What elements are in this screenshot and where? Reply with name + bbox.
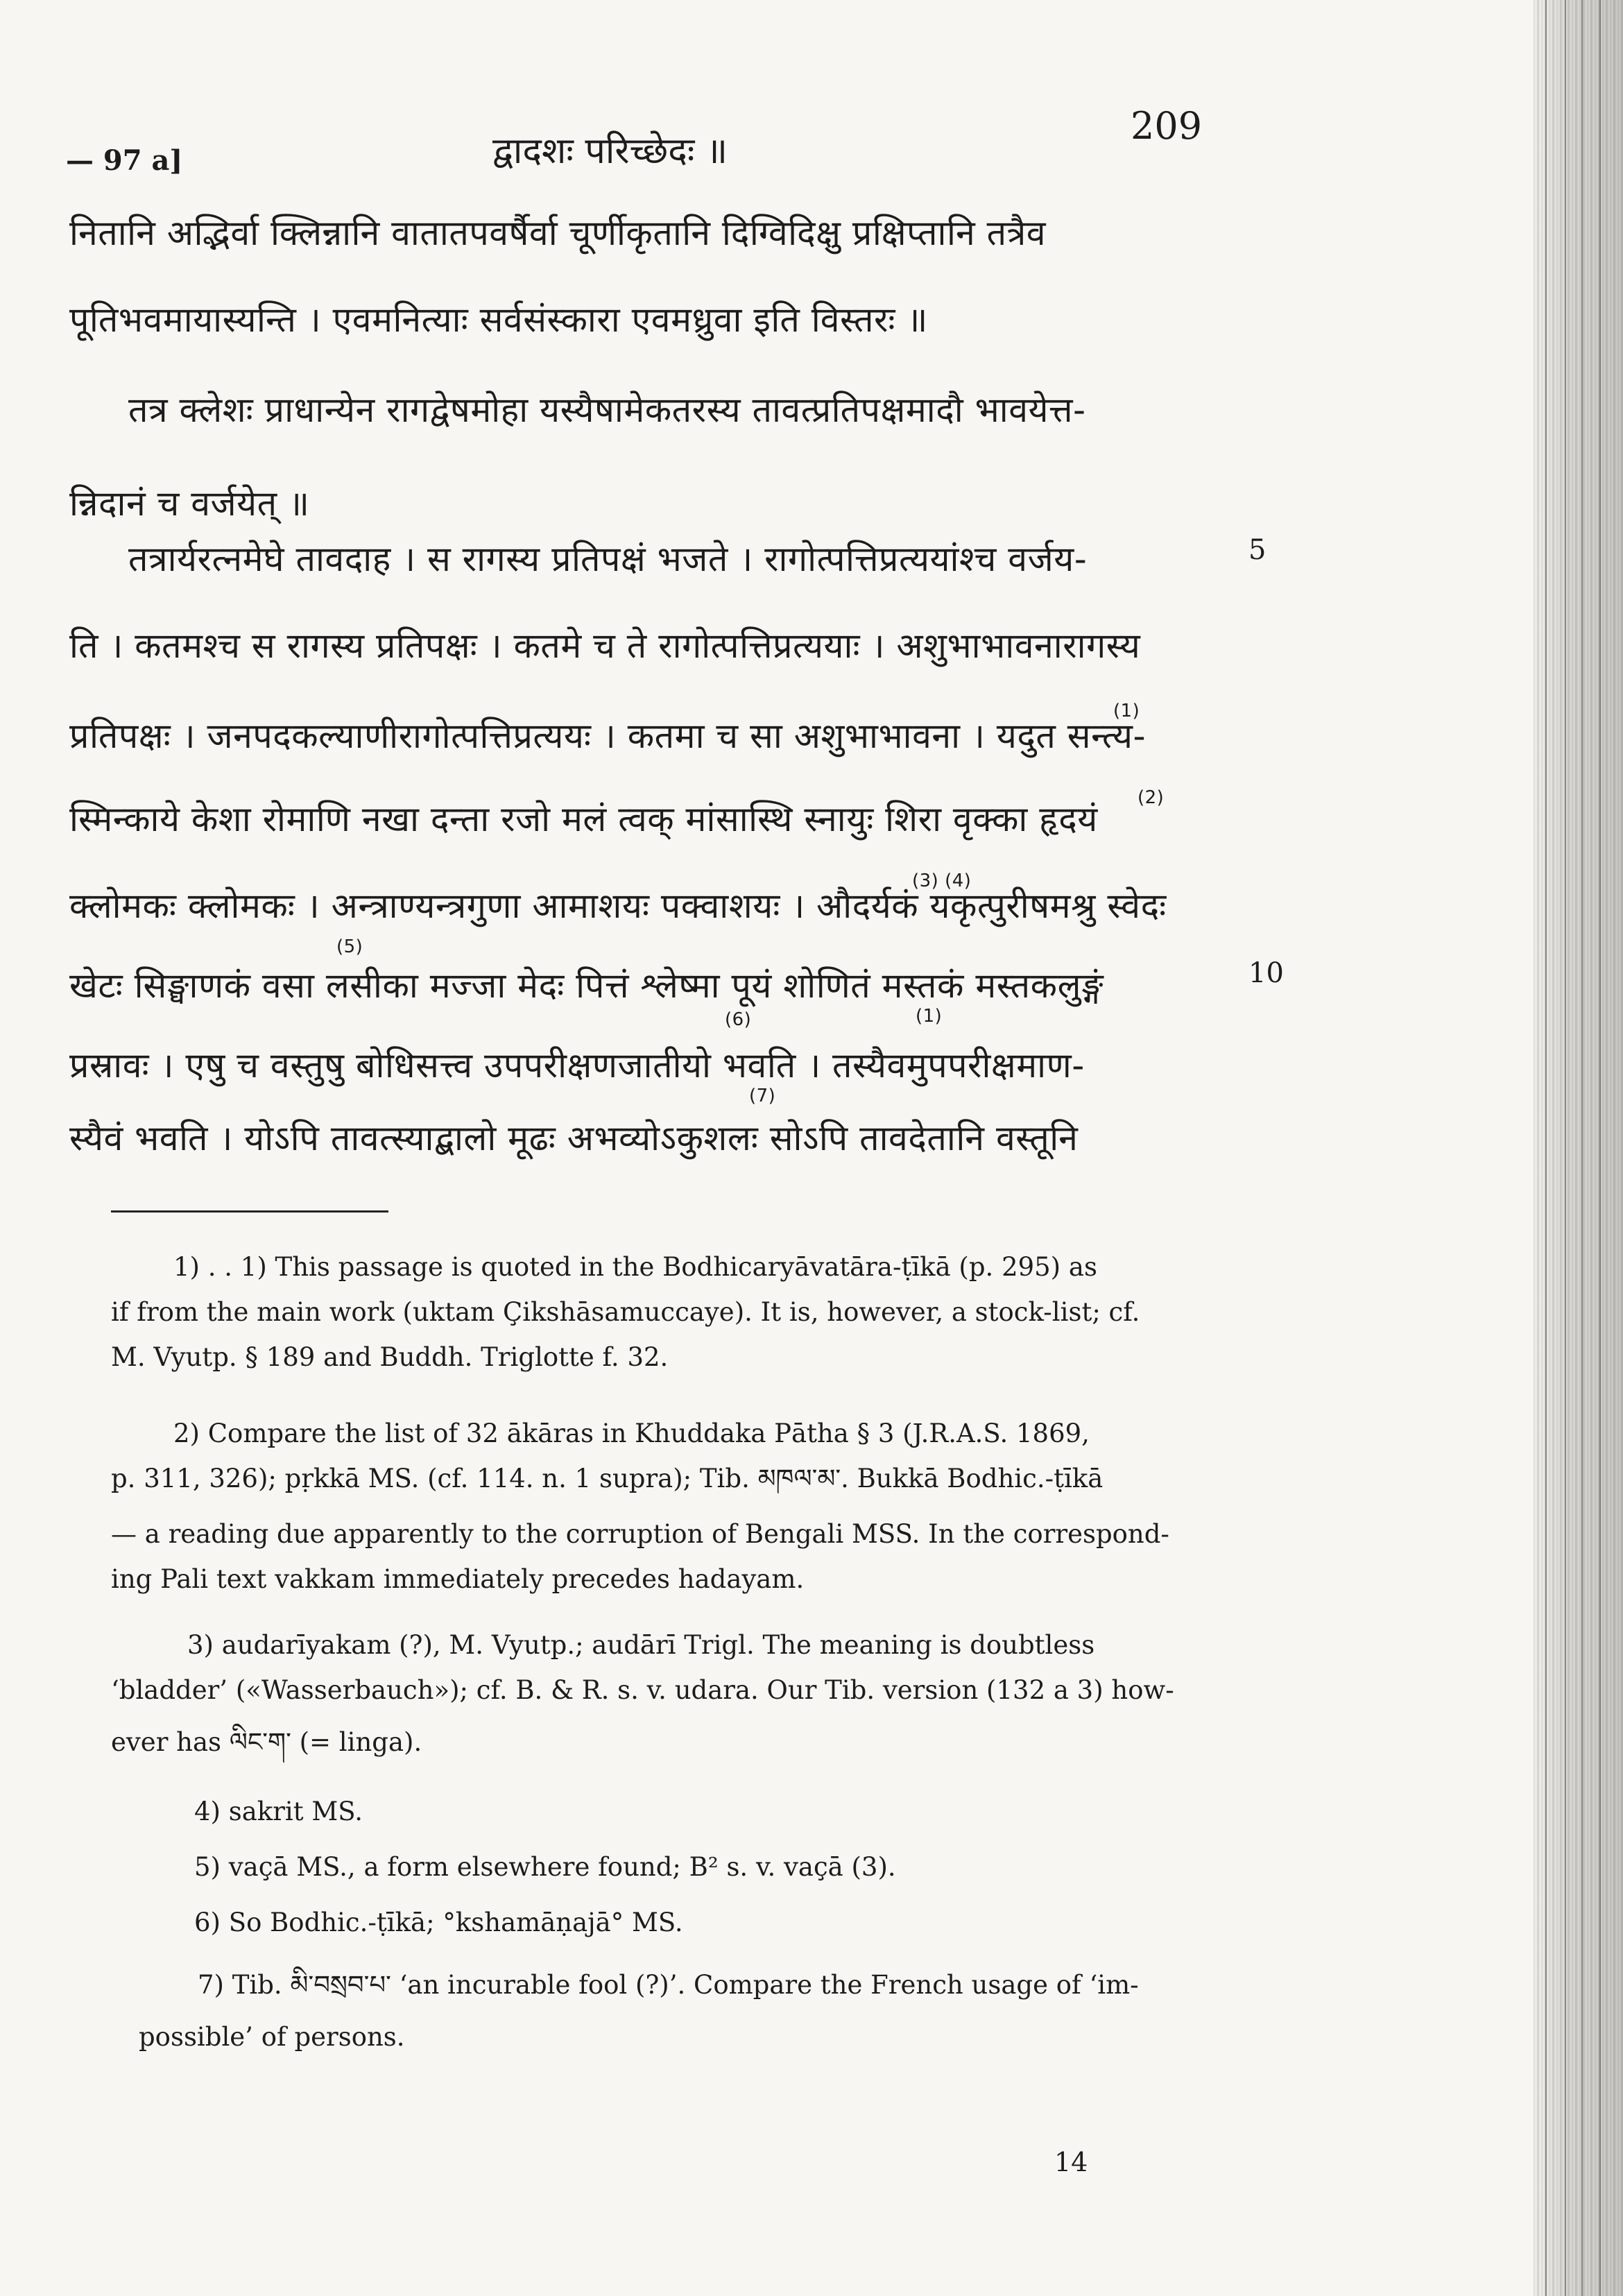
text-line: स्मिन्काये केशा रोमाणि नखा दन्ता रजो मलं त्वक् मांसास्थि स्नायुः शिरा वृक्का हृदयं xyxy=(69,799,1098,839)
text-line: तत्रार्यरत्नमेघे तावदाह । स रागस्य प्रतिपक्षं भजते । रागोत्पत्तिप्रत्ययांश्च वर्जय- xyxy=(128,539,1088,579)
footnote-line: ‘bladder’ («Wasserbauch»); cf. B. & R. s. v. udara. Our Tib. version (132 a 3) how- xyxy=(111,1675,1174,1705)
footnote-line: 5) vaçā MS., a form elsewhere found; B² s. v. vaçā (3). xyxy=(194,1852,896,1882)
footnote-marker: (5) xyxy=(336,936,363,957)
edge-line xyxy=(1581,0,1583,2296)
text-line: खेटः सिङ्घाणकं वसा लसीका मज्जा मेदः पित्तं श्लेष्मा पूयं शोणितं मस्तकं मस्तकलुङ्गं xyxy=(69,966,1104,1006)
footnote-marker: (6) xyxy=(725,1009,752,1030)
footnote-line: M. Vyutp. § 189 and Buddh. Triglotte f. 32. xyxy=(111,1342,669,1372)
text-line: न्निदानं च वर्जयेत् ॥ xyxy=(69,483,310,524)
edge-line xyxy=(1599,0,1601,2296)
footnote-line: ing Pali text vakkam immediately precedes hadayam. xyxy=(111,1564,805,1594)
line-number: 10 xyxy=(1248,957,1284,989)
footnote-line: 6) So Bodhic.-ṭīkā; °kshamāṇajā° MS. xyxy=(194,1908,683,1937)
footnote-line: 2) Compare the list of 32 ākāras in Khuddaka Pātha § 3 (J.R.A.S. 1869, xyxy=(173,1419,1090,1448)
edge-line xyxy=(1545,0,1547,2296)
page-number: 209 xyxy=(1131,104,1203,148)
footnote-line: 4) sakrit MS. xyxy=(194,1797,363,1826)
text-line: प्रतिपक्षः । जनपदकल्याणीरागोत्पत्तिप्रत्ययः । कतमा च सा अशुभाभावना । यदुत सन्त्य- xyxy=(69,716,1147,756)
footnote-line: 7) Tib. མི་བསྲབ་པ་ ‘an incurable fool (?)’. Compare the French usage of ‘im- xyxy=(198,1970,1139,2000)
text-line: क्लोमकः क्लोमकः । अन्त्राण्यन्त्रगुणा आमाशयः पक्वाशयः । औदर्यकं यकृत्पुरीषमश्रु स्वेदः xyxy=(69,886,1167,926)
text-line: तत्र क्लेशः प्राधान्येन रागद्वेषमोहा यस्यैषामेकतरस्य तावत्प्रतिपक्षमादौ भावयेत्त- xyxy=(128,390,1086,430)
footnote-marker: (2) xyxy=(1137,787,1165,808)
footnote-line: 3) audarīyakam (?), M. Vyutp.; audārī Trigl. The meaning is doubtless xyxy=(187,1630,1095,1660)
text-line: ति । कतमश्च स रागस्य प्रतिपक्षः । कतमे च ते रागोत्पत्तिप्रत्ययाः । अशुभाभावनारागस्य xyxy=(69,626,1141,666)
footnote-line: possible’ of persons. xyxy=(139,2022,405,2052)
footnote-line: — a reading due apparently to the corruption of Bengali MSS. In the correspond- xyxy=(111,1519,1169,1549)
footnote-line: 1) . . 1) This passage is quoted in the Bodhicaryāvatāra-ṭīkā (p. 295) as xyxy=(173,1252,1097,1282)
footnote-rule xyxy=(111,1210,388,1213)
footnote-marker: (3) (4) xyxy=(912,871,972,891)
line-number: 5 xyxy=(1248,534,1266,566)
footnote-line: p. 311, 326); pṛkkā MS. (cf. 114. n. 1 supra); Tib. མཁལ་མ་. Bukkā Bodhic.-ṭīkā xyxy=(111,1464,1104,1493)
chapter-title: द्वादशः परिच्छेदः ॥ xyxy=(492,130,728,172)
text-line: प्रस्रावः । एषु च वस्तुषु बोधिसत्त्व उपपरीक्षणजातीयो भवति । तस्यैवमुपपरीक्षमाण- xyxy=(69,1045,1085,1086)
running-reference: — 97 a] xyxy=(66,144,183,177)
footnote-line: if from the main work (uktam Çikshāsamuccaye). It is, however, a stock-list; cf. xyxy=(111,1297,1140,1327)
footnote-marker: (1) xyxy=(1113,701,1140,721)
footnote-line: ever has ལིང་ག་ (= linga). xyxy=(111,1727,422,1757)
footnote-marker: (1) xyxy=(916,1006,943,1027)
edge-line xyxy=(1565,0,1566,2296)
page-edge-shadow xyxy=(1533,0,1623,2296)
text-line: पूतिभवमायास्यन्ति । एवमनित्याः सर्वसंस्कारा एवमध्रुवा इति विस्तरः ॥ xyxy=(69,300,928,340)
signature-mark: 14 xyxy=(1054,2147,1088,2177)
text-line: नितानि अद्भिर्वा क्लिन्नानि वातातपवर्षैर्वा चूर्णीकृतानि दिग्विदिक्षु प्रक्षिप्तानि तत्रैव xyxy=(69,213,1047,253)
footnote-marker: (7) xyxy=(749,1086,776,1106)
text-line: स्यैवं भवति । योऽपि तावत्स्याद्बालो मूढः अभव्योऽकुशलः सोऽपि तावदेतानि वस्तूनि xyxy=(69,1118,1079,1158)
